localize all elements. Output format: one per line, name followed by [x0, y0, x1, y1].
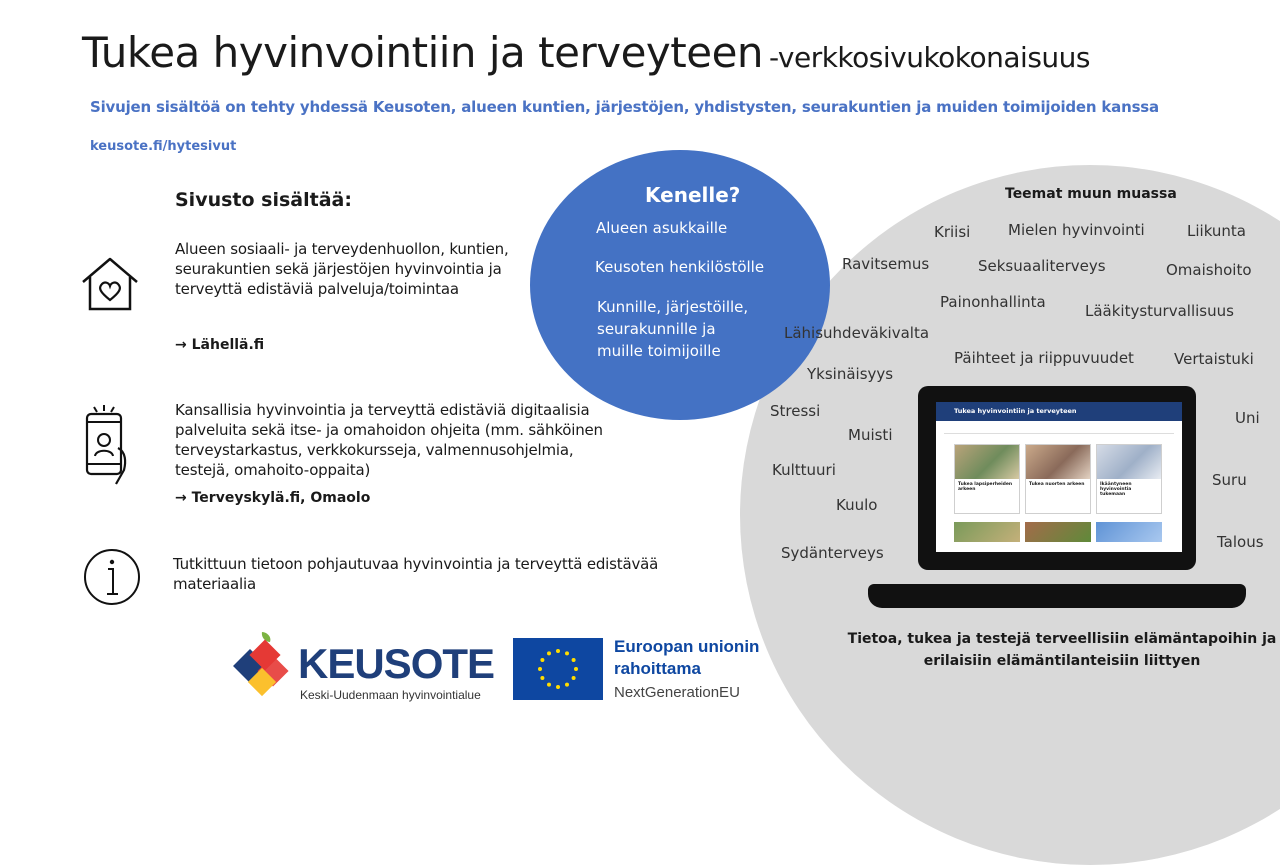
lahella-link[interactable]: → Lähellä.fi	[175, 337, 265, 353]
audience-item: Kunnille, järjestöille, seurakunnille ja muille toimijoille	[597, 298, 749, 360]
preview-card: Tukea lapsiperheiden arkeen	[954, 444, 1020, 514]
content-heading: Sivusto sisältää:	[175, 189, 352, 211]
page-title	[82, 28, 1090, 77]
theme-tag: Päihteet ja riippuvuudet	[954, 349, 1134, 367]
arrow-right-icon: →	[175, 490, 187, 506]
eu-flag-icon	[513, 638, 603, 700]
theme-tag: Lääkitysturvallisuus	[1085, 302, 1234, 320]
eu-logo-subtitle: NextGenerationEU	[614, 684, 740, 701]
terveyskyla-link[interactable]: → Terveyskylä.fi, Omaolo	[175, 490, 371, 506]
website-preview	[936, 402, 1182, 552]
title-suffix: -verkkosivukokonaisuus	[769, 41, 1090, 74]
theme-tag: Painonhallinta	[940, 293, 1046, 311]
card-image	[1097, 445, 1161, 479]
theme-tag: Sydänterveys	[781, 544, 884, 562]
eu-logo-text: Euroopan unionin rahoittama	[614, 637, 760, 678]
keusote-logo-mark	[232, 630, 294, 700]
smartphone-icon	[80, 404, 130, 488]
website-link[interactable]: keusote.fi/hytesivut	[90, 139, 237, 154]
theme-tag: Muisti	[848, 426, 893, 444]
audience-title: Kenelle?	[645, 183, 741, 207]
arrow-right-icon: →	[175, 337, 187, 353]
home-heart-icon	[80, 256, 140, 312]
themes-title: Teemat muun muassa	[1005, 186, 1177, 202]
theme-tag: Yksinäisyys	[807, 365, 894, 383]
audience-item: Alueen asukkaille	[596, 219, 728, 237]
card-image	[1026, 445, 1090, 479]
theme-tag: Omaishoito	[1166, 261, 1252, 279]
theme-tag: Suru	[1212, 471, 1247, 489]
card-image	[955, 445, 1019, 479]
theme-tag: Seksuaaliterveys	[978, 257, 1106, 275]
content-item-1-text: Alueen sosiaali- ja terveydenhuollon, kuntien, seurakuntien sekä järjestöjen hyvinvointia ja terveyttä edistäviä palveluja/toimintaa	[175, 240, 509, 298]
content-item-3-text: Tutkittuun tietoon pohjautuvaa hyvinvointia ja terveyttä edistävää materiaalia	[173, 555, 659, 593]
theme-tag: Kuulo	[836, 496, 878, 514]
theme-tag: Lähisuhdeväkivalta	[784, 324, 930, 342]
audience-item: Keusoten henkilöstölle	[595, 258, 765, 276]
card-image	[1025, 522, 1091, 542]
preview-card: Tukea nuorten arkeen	[1025, 444, 1091, 514]
theme-tag: Vertaistuki	[1174, 350, 1254, 368]
theme-tag: Uni	[1235, 409, 1260, 427]
themes-footer: Tietoa, tukea ja testejä terveellisiin elämäntapoihin ja erilaisiin elämäntilanteisiin liittyen	[847, 631, 1277, 669]
laptop-base	[868, 584, 1246, 608]
theme-tag: Liikunta	[1187, 222, 1247, 240]
preview-header: Tukea hyvinvointiin ja terveyteen	[936, 402, 1182, 421]
theme-tag: Ravitsemus	[842, 255, 930, 273]
keusote-logo-name: KEUSOTE	[298, 640, 495, 687]
title-main: Tukea hyvinvointiin ja terveyteen	[82, 28, 764, 77]
subtitle: Sivujen sisältöä on tehty yhdessä Keusoten, alueen kuntien, järjestöjen, yhdistysten, seurakuntien ja muiden toimijoiden kanssa	[90, 98, 1159, 116]
theme-tag: Kulttuuri	[772, 461, 836, 479]
card-image	[954, 522, 1020, 542]
theme-tag: Talous	[1217, 533, 1264, 551]
theme-tag: Stressi	[770, 402, 821, 420]
preview-card: Ikääntyneen hyvinvointia tukemaan	[1096, 444, 1162, 514]
card-image	[1096, 522, 1162, 542]
info-icon	[83, 548, 141, 606]
keusote-logo-tagline: Keski-Uudenmaan hyvinvointialue	[300, 688, 481, 702]
content-item-2-text: Kansallisia hyvinvointia ja terveyttä edistäviä digitaalisia palveluita sekä itse- ja omahoidon ohjeita (mm. sähköinen terveystarkastus, verkkokursseja, valmennusohjelmia, testejä, omahoito-oppaita)	[175, 401, 603, 479]
theme-tag: Kriisi	[934, 223, 971, 241]
theme-tag: Mielen hyvinvointi	[1008, 221, 1145, 239]
